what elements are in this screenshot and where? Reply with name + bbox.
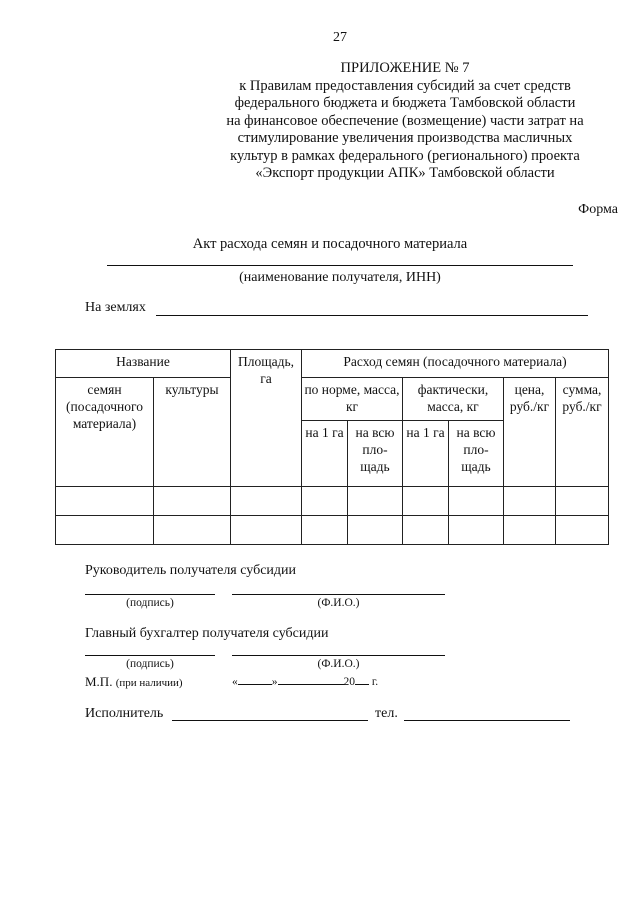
- table-cell[interactable]: [348, 516, 403, 545]
- table-cell[interactable]: [348, 487, 403, 516]
- sum-header: сумма, руб./кг: [556, 378, 609, 487]
- appendix-line: «Экспорт продукции АПК» Тамбовской области: [255, 165, 555, 181]
- table-row: [56, 516, 609, 545]
- act-title: Акт расхода семян и посадочного материала: [192, 236, 468, 252]
- lands-line[interactable]: [156, 315, 588, 316]
- date-close-quote: »: [271, 676, 278, 688]
- area-header: Площадь, га: [231, 350, 302, 487]
- seed-consumption-table: [55, 349, 609, 545]
- recipient-caption: (наименование получателя, ИНН): [239, 270, 441, 285]
- appendix-line: федерального бюджета и бюджета Тамбовской области: [234, 95, 576, 111]
- table-cell[interactable]: [449, 516, 504, 545]
- date-block: [232, 676, 378, 688]
- date-open-quote: «: [232, 676, 238, 688]
- accountant-signature-line[interactable]: [85, 655, 215, 656]
- consumption-header: Расход семян (посадочного материала): [302, 350, 609, 378]
- date-year-suffix: г.: [371, 676, 379, 688]
- table-cell[interactable]: [302, 516, 348, 545]
- norm-per-ha-header: на 1 га: [302, 421, 348, 487]
- appendix-title: ПРИЛОЖЕНИЕ № 7: [340, 60, 470, 76]
- head-name-caption: (Ф.И.О.): [317, 597, 360, 609]
- table-cell[interactable]: [403, 516, 449, 545]
- seeds-header: семян (посадочного материала): [56, 378, 154, 487]
- table-cell[interactable]: [154, 487, 231, 516]
- recipient-name-line[interactable]: [107, 265, 573, 266]
- actual-whole-area-header: на всю пло-щадь: [449, 421, 504, 487]
- price-header: цена, руб./кг: [504, 378, 556, 487]
- stamp-block: [85, 674, 183, 690]
- norm-whole-area-header: на всю пло-щадь: [348, 421, 403, 487]
- lands-label: На землях: [85, 300, 146, 315]
- accountant-name-line[interactable]: [232, 655, 445, 656]
- norm-header: по норме, масса, кг: [302, 378, 403, 421]
- table-cell[interactable]: [231, 516, 302, 545]
- table-cell[interactable]: [504, 516, 556, 545]
- head-signature-caption: (подпись): [126, 597, 174, 609]
- crop-header: культуры: [154, 378, 231, 487]
- name-header: Название: [56, 350, 231, 378]
- table-row: [56, 487, 609, 516]
- date-year-prefix: 20: [343, 676, 355, 688]
- table-cell[interactable]: [302, 487, 348, 516]
- actual-header: фактически, масса, кг: [403, 378, 504, 421]
- date-day-line[interactable]: [238, 684, 272, 685]
- head-label: Руководитель получателя субсидии: [85, 563, 297, 578]
- executor-label: Исполнитель: [85, 706, 164, 721]
- page-number: 27: [333, 30, 347, 45]
- appendix-line: к Правилам предоставления субсидий за счет средств: [239, 77, 571, 94]
- table-cell[interactable]: [403, 487, 449, 516]
- appendix-line: на финансовое обеспечение (возмещение) части затрат на: [226, 112, 584, 129]
- stamp-note: (при наличии): [115, 677, 183, 689]
- head-name-line[interactable]: [232, 594, 445, 595]
- actual-per-ha-header: на 1 га: [403, 421, 449, 487]
- form-label: Форма: [578, 202, 618, 217]
- table-cell[interactable]: [154, 516, 231, 545]
- stamp-label: М.П.: [85, 674, 113, 689]
- accountant-signature-caption: (подпись): [126, 658, 174, 670]
- accountant-name-caption: (Ф.И.О.): [317, 658, 360, 670]
- date-year-line[interactable]: [355, 684, 369, 685]
- table-cell[interactable]: [56, 516, 154, 545]
- appendix-block: [210, 60, 600, 183]
- accountant-label: Главный бухгалтер получателя субсидии: [85, 626, 329, 641]
- executor-line[interactable]: [172, 720, 368, 721]
- table-cell[interactable]: [556, 487, 609, 516]
- phone-label: тел.: [375, 706, 398, 721]
- date-month-line[interactable]: [278, 684, 344, 685]
- phone-line[interactable]: [404, 720, 570, 721]
- appendix-line: культур в рамках федерального (регионального) проекта: [230, 147, 580, 164]
- table-cell[interactable]: [56, 487, 154, 516]
- table-cell[interactable]: [556, 516, 609, 545]
- table-cell[interactable]: [231, 487, 302, 516]
- table-cell[interactable]: [449, 487, 504, 516]
- table-cell[interactable]: [504, 487, 556, 516]
- appendix-line: стимулирование увеличения производства масличных: [237, 130, 573, 146]
- head-signature-line[interactable]: [85, 594, 215, 595]
